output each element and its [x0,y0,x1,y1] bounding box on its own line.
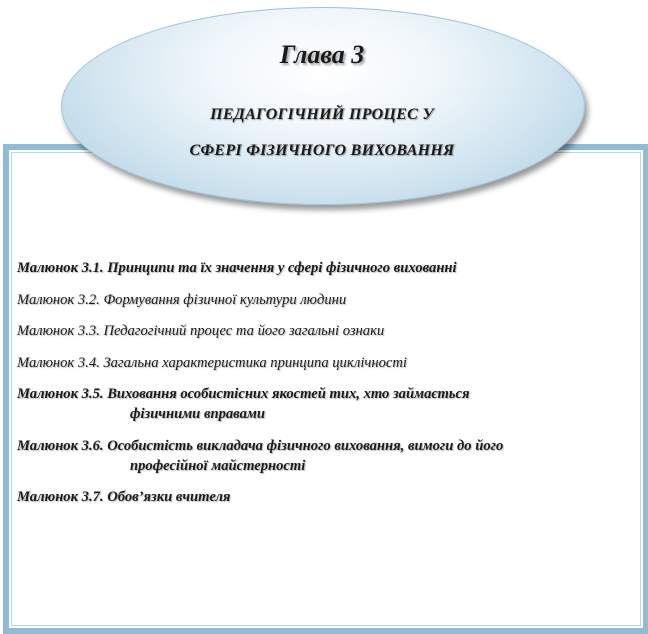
figure-item-3-5 [17,384,627,424]
figure-item-3-3 [17,321,627,341]
figure-item-text: Малюнок 3.3. Педагогічний процес та його загальні ознаки [17,323,385,339]
figure-item-3-4 [17,353,627,373]
figure-list [17,258,627,519]
figure-item-text: Малюнок 3.5. Виховання особистісних якостей тих, хто займається [17,386,470,402]
figure-item-text: Малюнок 3.1. Принципи та їх значення у сфері фізичного вихованні [17,260,457,276]
figure-item-continuation: професійної майстерності [130,457,306,474]
figure-item-continuation: фізичними вправами [130,406,266,422]
figure-item-text: Малюнок 3.2. Формування фізичної культури людини [17,291,347,308]
figure-item-text: Малюнок 3.4. Загальна характеристика принципа циклічності [17,354,407,371]
figure-item-text: Малюнок 3.6. Особистість викладача фізичного виховання, вимоги до його [17,437,504,454]
chapter-title: Глава 3 [279,40,365,69]
figure-item-3-7 [17,487,627,507]
figure-item-text: Малюнок 3.7. Обов’язки вчителя [17,489,231,505]
chapter-subtitle-line-1: ПЕДАГОГІЧНИЙ ПРОЦЕС У [210,106,434,123]
chapter-subtitle-line-2: СФЕРІ ФІЗИЧНОГО ВИХОВАННЯ [189,142,455,159]
figure-item-3-2 [17,290,627,310]
figure-item-3-1 [17,258,627,278]
figure-item-3-6 [17,436,627,476]
